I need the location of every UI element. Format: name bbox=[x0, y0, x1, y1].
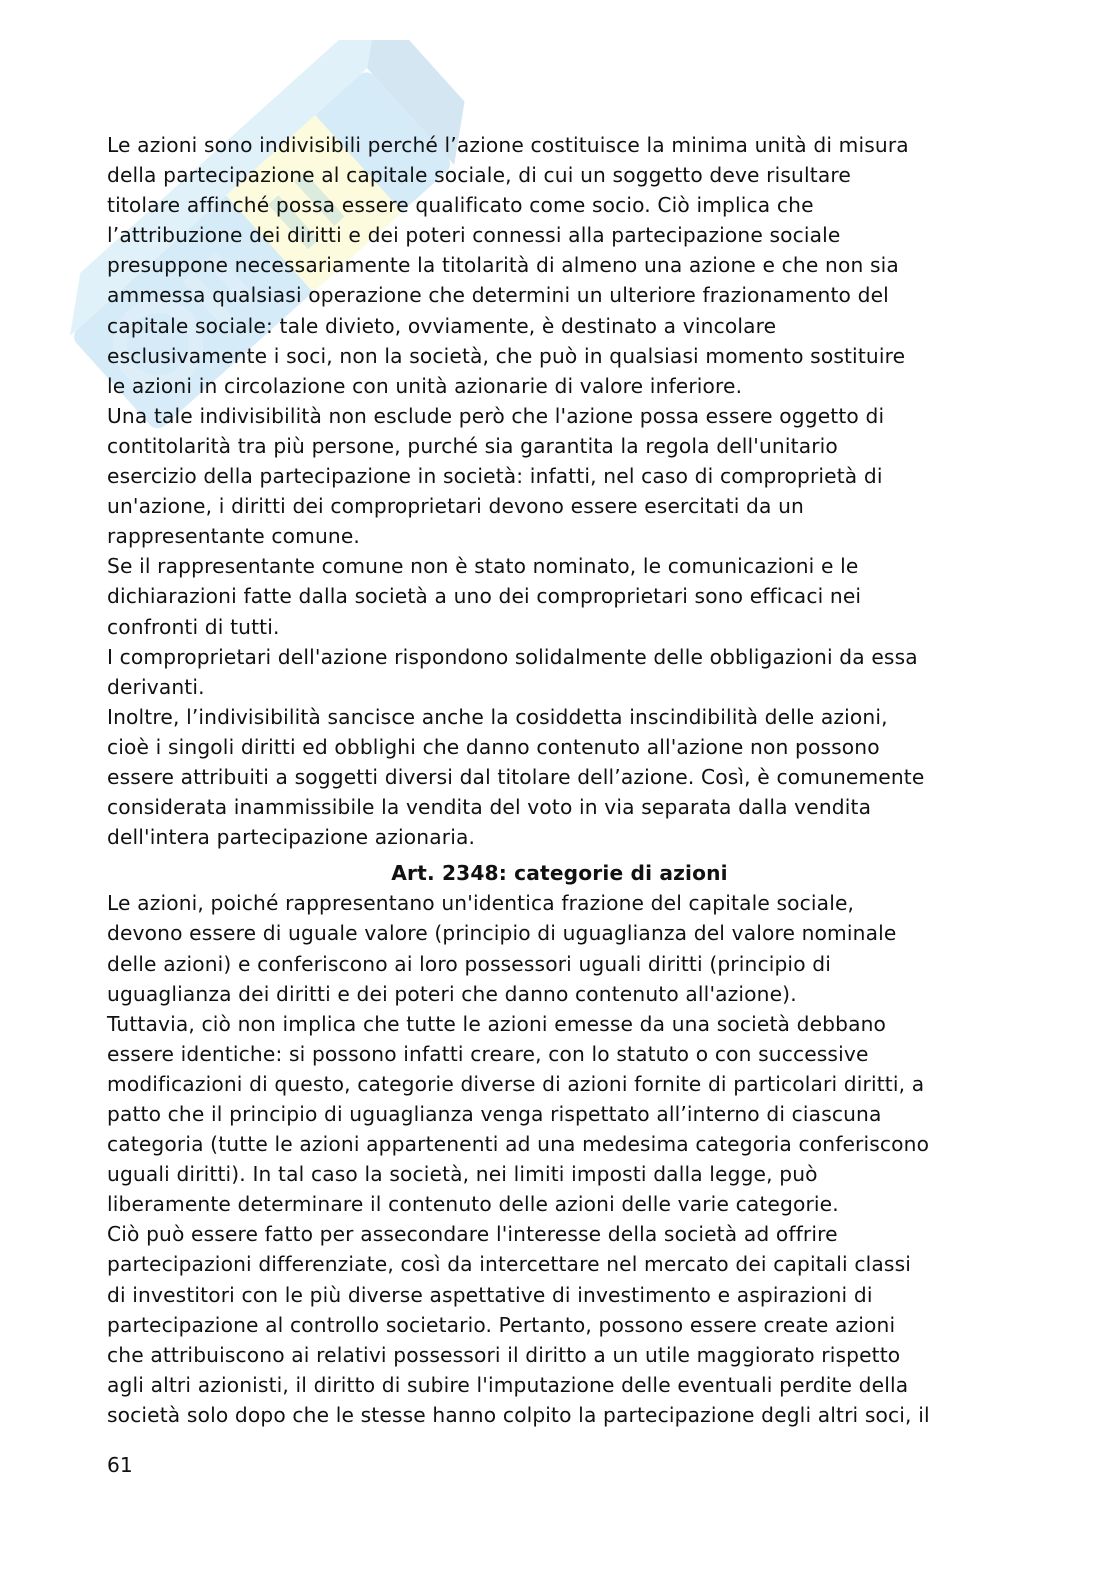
page-number: 61 bbox=[107, 1453, 133, 1477]
document-body bbox=[107, 130, 1012, 1430]
text-line: I comproprietari dell'azione rispondono solidalmente delle obbligazioni da essa bbox=[107, 644, 918, 669]
text-line: un'azione, i diritti dei comproprietari devono essere esercitati da un bbox=[107, 494, 804, 519]
text-line: capitale sociale: tale divieto, ovviamente, è destinato a vincolare bbox=[107, 313, 777, 338]
text-line: Ciò può essere fatto per assecondare l'interesse della società ad offrire bbox=[107, 1222, 838, 1247]
text-line: uguali diritti). In tal caso la società, nei limiti imposti dalla legge, può bbox=[107, 1162, 818, 1187]
text-line: modificazioni di questo, categorie diverse di azioni fornite di particolari diritti, a bbox=[107, 1071, 925, 1096]
text-line: cioè i singoli diritti ed obblighi che danno contenuto all'azione non possono bbox=[107, 734, 880, 759]
paragraph bbox=[107, 702, 1012, 852]
text-line: Inoltre, l’indivisibilità sancisce anche la cosiddetta inscindibilità delle azioni, bbox=[107, 704, 888, 729]
text-line: che attribuiscono ai relativi possessori il diritto a un utile maggiorato rispetto bbox=[107, 1342, 901, 1367]
text-line: ammessa qualsiasi operazione che determini un ulteriore frazionamento del bbox=[107, 283, 889, 308]
text-line: liberamente determinare il contenuto delle azioni delle varie categorie. bbox=[107, 1192, 839, 1217]
paragraph bbox=[107, 642, 1012, 702]
text-line: Una tale indivisibilità non esclude però che l'azione possa essere oggetto di bbox=[107, 403, 885, 428]
paragraph bbox=[107, 1219, 1012, 1430]
text-line: dichiarazioni fatte dalla società a uno dei comproprietari sono efficaci nei bbox=[107, 584, 862, 609]
text-line: dell'intera partecipazione azionaria. bbox=[107, 825, 476, 850]
text-line: agli altri azionisti, il diritto di subire l'imputazione delle eventuali perdite della bbox=[107, 1372, 909, 1397]
text-line: esercizio della partecipazione in società: infatti, nel caso di comproprietà di bbox=[107, 464, 883, 489]
text-line: devono essere di uguale valore (principio di uguaglianza del valore nominale bbox=[107, 921, 897, 946]
text-line: contitolarità tra più persone, purché sia garantita la regola dell'unitario bbox=[107, 433, 838, 458]
text-line: patto che il principio di uguaglianza venga rispettato all’interno di ciascuna bbox=[107, 1102, 882, 1126]
text-line: Le azioni sono indivisibili perché l’azione costituisce la minima unità di misura bbox=[107, 133, 909, 157]
text-line: della partecipazione al capitale sociale, di cui un soggetto deve risultare bbox=[107, 163, 851, 188]
text-line: Tuttavia, ciò non implica che tutte le azioni emesse da una società debbano bbox=[107, 1011, 887, 1036]
paragraph bbox=[107, 888, 1012, 1008]
text-line: confronti di tutti. bbox=[107, 614, 280, 639]
text-line: titolare affinché possa essere qualificato come socio. Ciò implica che bbox=[107, 193, 814, 218]
text-line: delle azioni) e conferiscono ai loro possessori uguali diritti (principio di bbox=[107, 951, 831, 976]
text-line: di investitori con le più diverse aspettative di investimento e aspirazioni di bbox=[107, 1282, 873, 1307]
paragraph bbox=[107, 401, 1012, 551]
text-line: uguaglianza dei diritti e dei poteri che danno contenuto all'azione). bbox=[107, 981, 797, 1006]
paragraph bbox=[107, 1009, 1012, 1220]
text-line: presuppone necessariamente la titolarità di almeno una azione e che non sia bbox=[107, 253, 899, 278]
paragraph bbox=[107, 551, 1012, 641]
paragraph bbox=[107, 130, 1012, 401]
text-line: Se il rappresentante comune non è stato nominato, le comunicazioni e le bbox=[107, 554, 859, 579]
text-line: partecipazione al controllo societario. Pertanto, possono essere create azioni bbox=[107, 1312, 896, 1337]
text-line: considerata inammissibile la vendita del voto in via separata dalla vendita bbox=[107, 795, 872, 820]
text-line: società solo dopo che le stesse hanno colpito la partecipazione degli altri soci, il bbox=[107, 1402, 930, 1427]
text-line: categoria (tutte le azioni appartenenti ad una medesima categoria conferiscono bbox=[107, 1132, 930, 1157]
text-line: l’attribuzione dei diritti e dei poteri connessi alla partecipazione sociale bbox=[107, 223, 841, 248]
text-line: rappresentante comune. bbox=[107, 524, 360, 549]
text-line: essere attribuiti a soggetti diversi dal titolare dell’azione. Così, è comunemente bbox=[107, 764, 925, 789]
text-line: esclusivamente i soci, non la società, che può in qualsiasi momento sostituire bbox=[107, 343, 906, 368]
text-line: partecipazioni differenziate, così da intercettare nel mercato dei capitali classi bbox=[107, 1252, 911, 1277]
text-line: Le azioni, poiché rappresentano un'identica frazione del capitale sociale, bbox=[107, 891, 855, 916]
text-line: essere identiche: si possono infatti creare, con lo statuto o con successive bbox=[107, 1041, 869, 1066]
text-line: le azioni in circolazione con unità azionarie di valore inferiore. bbox=[107, 373, 743, 398]
section-heading: Art. 2348: categorie di azioni bbox=[391, 861, 728, 886]
text-line: derivanti. bbox=[107, 674, 205, 699]
